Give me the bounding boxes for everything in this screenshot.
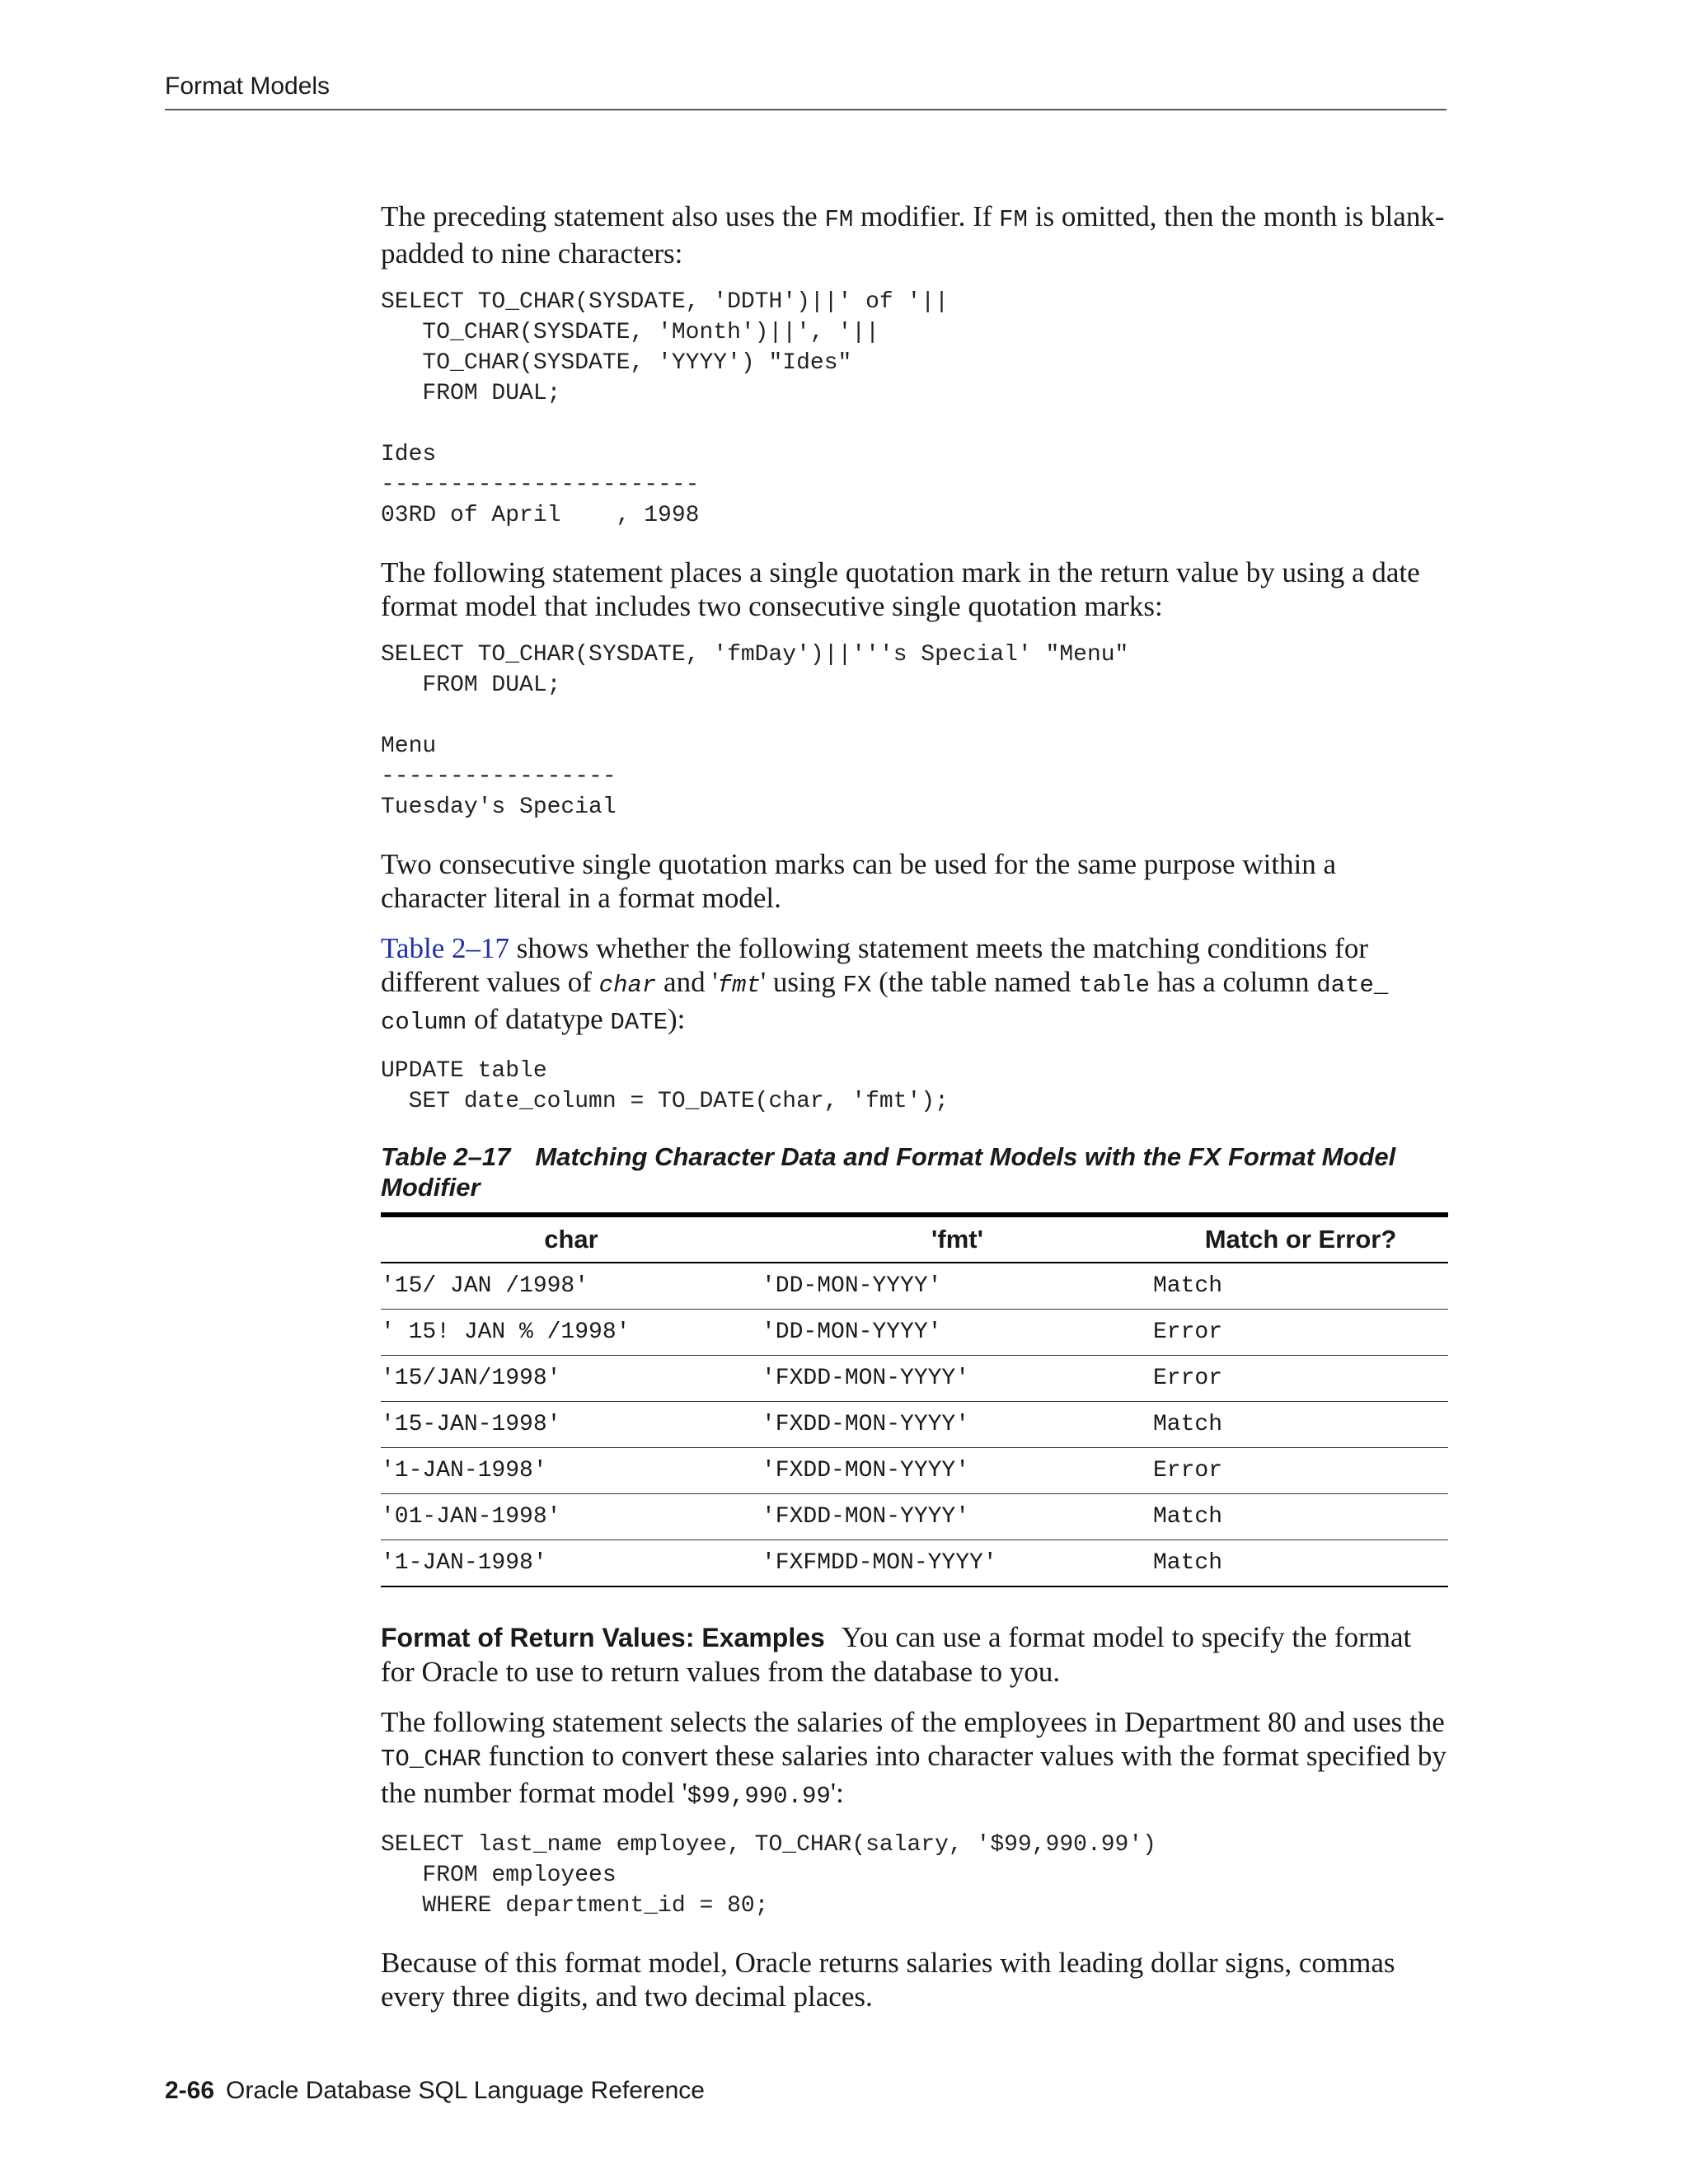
code-fm: FM xyxy=(824,206,854,233)
code-fx: FX xyxy=(842,972,872,999)
paragraph-return-values xyxy=(381,1620,1448,1689)
code-block-update: UPDATE table SET date_column = TO_DATE(char, 'fmt'); xyxy=(381,1058,949,1114)
code-fmt: fmt xyxy=(717,972,761,999)
cell-fmt: 'FXDD-MON-YYYY' xyxy=(762,1448,1153,1494)
fx-matching-table xyxy=(381,1212,1448,1587)
paragraph-salaries xyxy=(381,1705,1448,1813)
cell-result: Error xyxy=(1153,1448,1448,1494)
cell-char: '15/JAN/1998' xyxy=(381,1356,762,1402)
code-date: DATE xyxy=(610,1009,668,1036)
running-footer xyxy=(165,2077,705,2105)
cell-fmt: 'FXDD-MON-YYYY' xyxy=(762,1402,1153,1448)
code-block-ides: SELECT TO_CHAR(SYSDATE, 'DDTH')||' of '|| TO_CHAR(SYSDATE, 'Month')||', '|| TO_CHAR(SYSDATE, 'YYYY') "Ides" FROM DUAL; Ides ----------------------- 03RD of April , 1998 xyxy=(381,289,949,528)
table-row xyxy=(381,1356,1448,1402)
header-title: Format Models xyxy=(165,73,331,100)
paragraph-table-reference xyxy=(381,931,1448,1039)
text: has a column xyxy=(1150,966,1317,998)
text: is omitted, then the month is blank-padded to nine characters: xyxy=(381,200,1445,269)
cell-result: Error xyxy=(1153,1310,1448,1356)
table-row xyxy=(381,1494,1448,1540)
text: and ' xyxy=(656,966,718,998)
cell-result: Match xyxy=(1153,1402,1448,1448)
table-caption-number: Table 2–17 xyxy=(381,1142,511,1171)
table-2-17-link[interactable]: Table 2–17 xyxy=(381,932,509,964)
cell-result: Match xyxy=(1153,1550,1223,1576)
cell-result: Match xyxy=(1153,1263,1448,1310)
header-match-or-error: Match or Error? xyxy=(1153,1215,1448,1263)
text: ': xyxy=(830,1777,844,1809)
code-to-char: TO_CHAR xyxy=(381,1746,481,1773)
text: The following statement selects the salaries of the employees in Department 80 and uses the xyxy=(381,1706,1445,1738)
code-fm: FM xyxy=(999,206,1028,233)
text: function to convert these salaries into character values with the format specified by the number format model ' xyxy=(381,1740,1447,1809)
code-block-menu: SELECT TO_CHAR(SYSDATE, 'fmDay')||'''s Special' "Menu" FROM DUAL; Menu ----------------- Tuesday's Special xyxy=(381,642,1129,820)
paragraph-consecutive-quotes: Two consecutive single quotation marks can be used for the same purpose within a character literal in a format model. xyxy=(381,848,1337,914)
page-number: 2-66 xyxy=(165,2077,215,2104)
cell-char: ' 15! JAN % /1998' xyxy=(381,1310,762,1356)
cell-char: '01-JAN-1998' xyxy=(381,1494,762,1540)
header-fmt: 'fmt' xyxy=(762,1215,1153,1263)
code-number-format: $99,990.99 xyxy=(687,1783,831,1810)
cell-result: Match xyxy=(1153,1494,1448,1540)
text: The preceding statement also uses the xyxy=(381,200,825,232)
text: ' using xyxy=(760,966,843,998)
code-date-column: date_ column xyxy=(381,972,1389,1036)
cell-char: '1-JAN-1998' xyxy=(381,1448,762,1494)
paragraph-quotation-mark: The following statement places a single quotation mark in the return value by using a date format model that includes two consecutive single quotation marks: xyxy=(381,556,1420,622)
cell-fmt: 'FXDD-MON-YYYY' xyxy=(762,1356,1153,1402)
cell-result: Error xyxy=(1153,1356,1448,1402)
table-caption-text: Matching Character Data and Format Models with the FX Format Model Modifier xyxy=(381,1142,1396,1202)
text: ): xyxy=(668,1003,686,1035)
running-header xyxy=(165,73,1447,110)
table-row xyxy=(381,1402,1448,1448)
code-block-salaries: SELECT last_name employee, TO_CHAR(salary, '$99,990.99') FROM employees WHERE department_id = 80; xyxy=(381,1832,1156,1919)
book-title: Oracle Database SQL Language Reference xyxy=(226,2077,705,2104)
code-char: char xyxy=(598,972,657,999)
cell-char: '1-JAN-1998' xyxy=(381,1550,547,1576)
text: shows whether the following statement meets the matching conditions for different values of xyxy=(381,932,1368,998)
paragraph-fm-modifier xyxy=(381,199,1448,270)
table-header-row xyxy=(381,1215,1448,1263)
cell-fmt: 'DD-MON-YYYY' xyxy=(762,1310,1153,1356)
text: modifier. If xyxy=(853,200,1000,232)
page-content xyxy=(381,199,1448,2030)
cell-fmt: 'FXDD-MON-YYYY' xyxy=(762,1494,1153,1540)
cell-fmt: 'DD-MON-YYYY' xyxy=(762,1263,1153,1310)
table-row xyxy=(381,1540,1448,1587)
table-row xyxy=(381,1310,1448,1356)
table-caption xyxy=(381,1141,1448,1202)
code-table: table xyxy=(1078,972,1151,999)
text: (the table named xyxy=(871,966,1079,998)
paragraph-format-result: Because of this format model, Oracle returns salaries with leading dollar signs, commas every three digits, and two decimal places. xyxy=(381,1947,1395,2013)
text: of datatype xyxy=(467,1003,611,1035)
header-char: char xyxy=(381,1215,762,1263)
runin-heading: Format of Return Values: Examples xyxy=(381,1623,825,1652)
cell-char: '15-JAN-1998' xyxy=(381,1402,762,1448)
text: You can use a format model to specify the format for Oracle to use to return values from the database to you. xyxy=(381,1621,1412,1688)
table-row xyxy=(381,1448,1448,1494)
cell-char: '15/ JAN /1998' xyxy=(381,1263,762,1310)
table-row xyxy=(381,1263,1448,1310)
cell-fmt: 'FXFMDD-MON-YYYY' xyxy=(762,1550,997,1576)
